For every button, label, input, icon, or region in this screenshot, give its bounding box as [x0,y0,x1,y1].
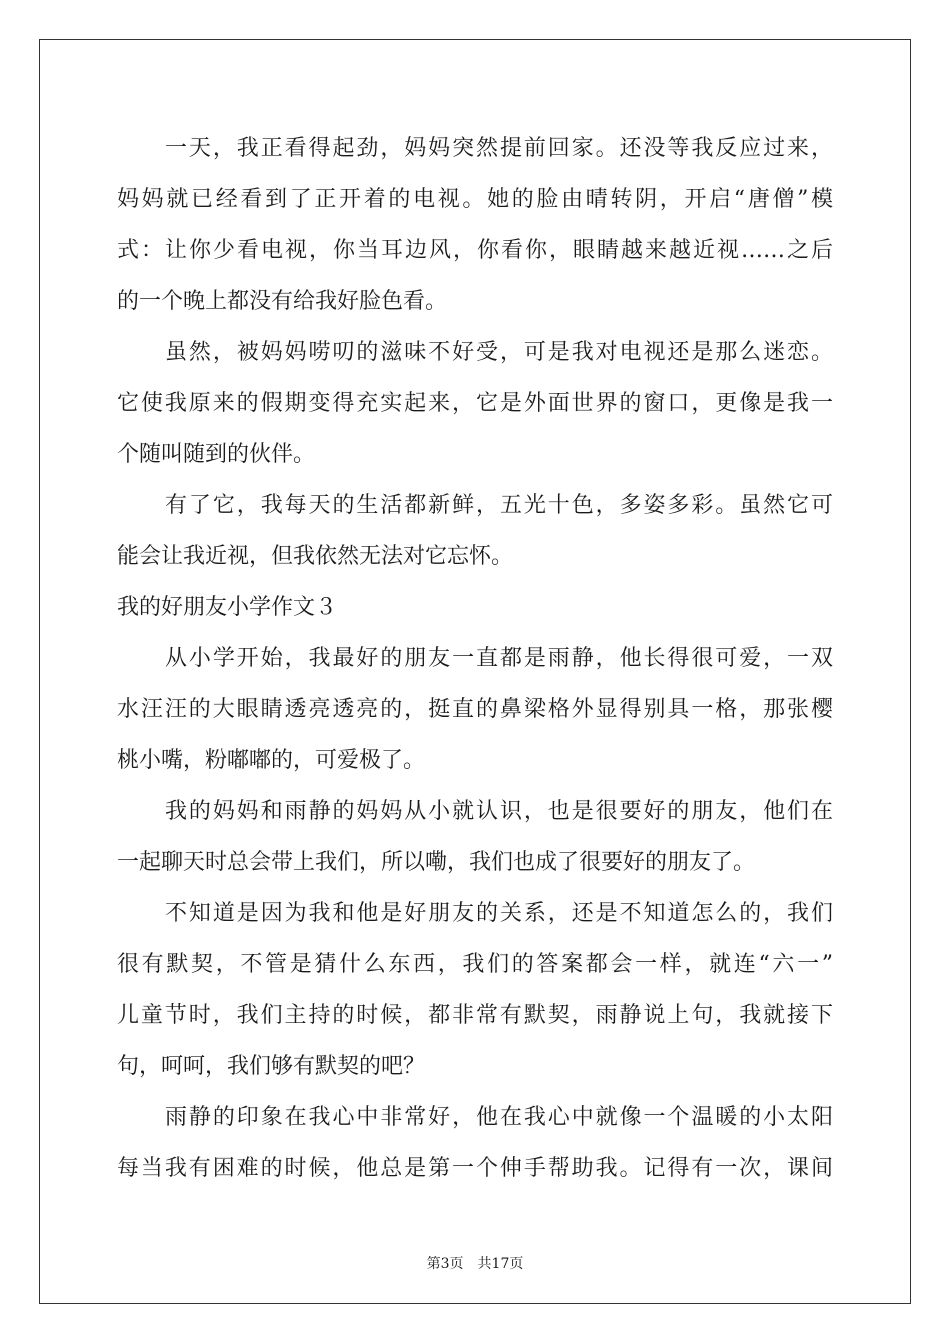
text-line: 式：让你少看电视，你当耳边风，你看你，眼睛越来越近视……之后 [117,238,833,263]
text-line: 一起聊天时总会带上我们，所以嘞，我们也成了很要好的朋友了。 [117,850,756,875]
text-line: 水汪汪的大眼睛透亮透亮的，挺直的鼻梁格外显得别具一格，那张樱 [117,697,833,722]
text-line: 一天，我正看得起劲，妈妈突然提前回家。还没等我反应过来， [165,136,833,161]
section-heading: 我的好朋友小学作文３ [117,595,338,620]
text-line: 从小学开始，我最好的朋友一直都是雨静，他长得很可爱，一双 [165,646,833,671]
text-line: 不知道是因为我和他是好朋友的关系，还是不知道怎么的，我们 [165,901,833,926]
text-line: 我的妈妈和雨静的妈妈从小就认识，也是很要好的朋友，他们在 [165,799,833,824]
text-line: 能会让我近视，但我依然无法对它忘怀。 [117,544,514,569]
text-line: 妈妈就已经看到了正开着的电视。她的脸由晴转阴，开启“唐僧”模 [117,187,833,212]
text-line: 的一个晚上都没有给我好脸色看。 [117,289,448,314]
text-line: 有了它，我每天的生活都新鲜，五光十色，多姿多彩。虽然它可 [165,493,833,518]
text-line: 雨静的印象在我心中非常好，他在我心中就像一个温暖的小太阳 [165,1105,833,1130]
text-line: 每当我有困难的时候，他总是第一个伸手帮助我。记得有一次，课间 [117,1156,833,1181]
page-footer [0,1255,950,1273]
text-line: 桃小嘴，粉嘟嘟的，可爱极了。 [117,748,426,773]
text-line: 儿童节时，我们主持的时候，都非常有默契，雨静说上句，我就接下 [117,1003,833,1028]
page-number: 第3页 [426,1256,464,1272]
page-total: 共17页 [477,1256,524,1272]
text-line: 它使我原来的假期变得充实起来，它是外面世界的窗口，更像是我一 [117,391,833,416]
text-line: 虽然，被妈妈唠叨的滋味不好受，可是我对电视还是那么迷恋。 [165,340,833,365]
document-body [117,123,833,1194]
text-line: 很有默契，不管是猜什么东西，我们的答案都会一样，就连“六一” [117,952,833,977]
text-line: 句，呵呵，我们够有默契的吧？ [117,1054,426,1079]
text-line: 个随叫随到的伙伴。 [117,442,316,467]
